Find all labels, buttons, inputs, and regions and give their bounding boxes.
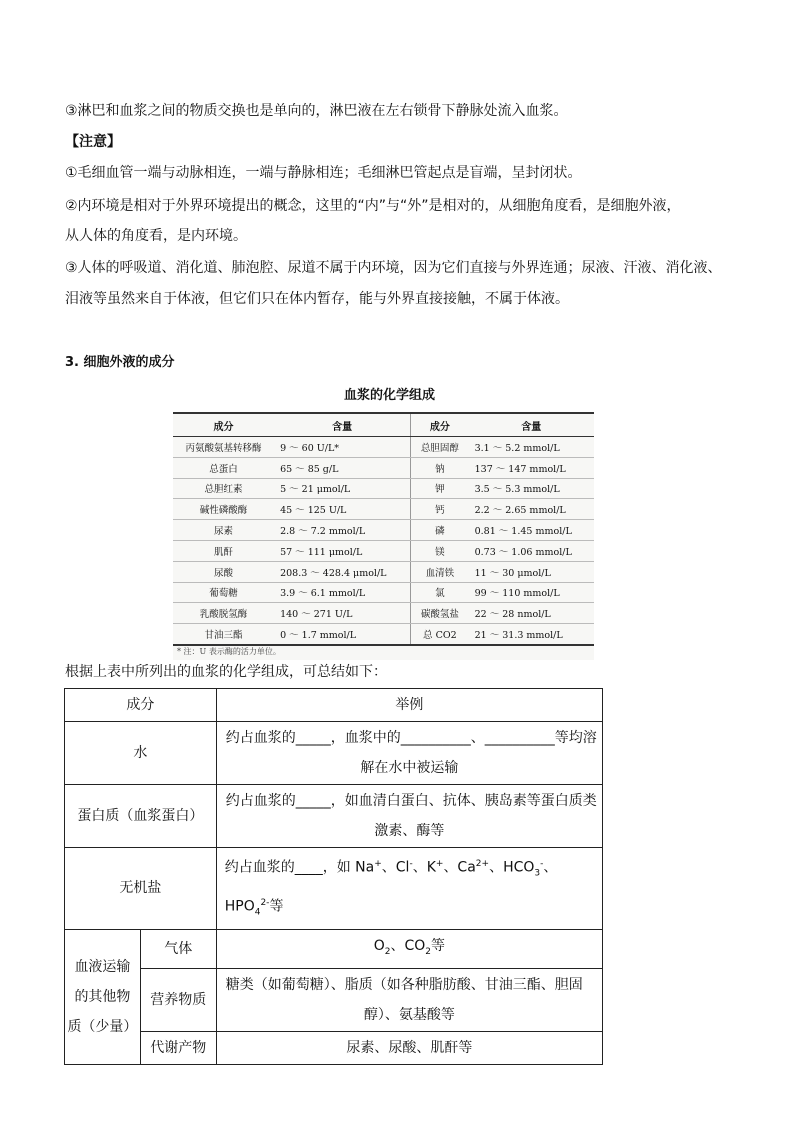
row-label: 无机盐	[65, 848, 217, 930]
table-cell: 钾	[411, 478, 469, 499]
table-cell: 钠	[411, 457, 469, 478]
label-line: 血液运输	[74, 958, 131, 975]
superscript: 2+	[475, 859, 490, 869]
subscript: 4	[254, 907, 261, 918]
table-cell: 总胆固醇	[411, 437, 469, 458]
notice-heading: 【注意】	[65, 134, 121, 150]
table-cell: 0 ～ 1.7 mmol/L	[274, 624, 411, 645]
cell-line: 醇）、氨基酸等	[363, 1006, 455, 1023]
table-cell	[216, 848, 602, 930]
table-cell: 总胆红素	[173, 478, 274, 499]
table-row	[173, 582, 594, 603]
table-title: 血浆的化学组成	[344, 388, 436, 403]
superscript: -	[540, 859, 544, 869]
summary-table	[64, 688, 603, 1065]
superscript: +	[435, 859, 444, 869]
column-header: 成分	[173, 413, 274, 437]
table-cell: 总 CO2	[411, 624, 469, 645]
row-label: 代谢产物	[140, 1031, 216, 1064]
cell-text: 、CO	[390, 937, 426, 954]
table-cell: 2.2 ～ 2.65 mmol/L	[469, 499, 594, 520]
row-label: 营养物质	[140, 968, 216, 1031]
table-cell: 9 ～ 60 U/L*	[274, 437, 411, 458]
table-row	[65, 785, 603, 848]
table-cell: 57 ～ 111 μmol/L	[274, 540, 411, 561]
table-cell: 总蛋白	[173, 457, 274, 478]
table-row	[173, 499, 594, 520]
table-cell: 21 ～ 31.3 mmol/L	[469, 624, 594, 645]
table-row	[65, 848, 603, 930]
table-cell: 3.5 ～ 5.3 mmol/L	[469, 478, 594, 499]
cell-line: 约占血浆的_____，血浆中的__________、__________等均溶	[225, 730, 597, 746]
superscript: -	[409, 859, 413, 869]
table-row	[65, 1031, 603, 1064]
section-heading: 3. 细胞外液的成分	[65, 355, 175, 370]
column-header: 举例	[216, 689, 602, 722]
table-row	[173, 540, 594, 561]
table-cell: 甘油三酯	[173, 624, 274, 645]
row-label	[65, 929, 141, 1064]
column-header: 含量	[274, 413, 411, 437]
table-cell: 磷	[411, 520, 469, 541]
table-row	[173, 457, 594, 478]
row-label: 蛋白质（血浆蛋白）	[65, 785, 217, 848]
cell-text: 约占血浆的____，如 Na	[224, 859, 375, 876]
table-row	[65, 968, 603, 1031]
table-cell: 5 ～ 21 μmol/L	[274, 478, 411, 499]
table-row	[173, 520, 594, 541]
table-cell: 肌酐	[173, 540, 274, 561]
table-row	[65, 722, 603, 785]
table-row	[173, 603, 594, 624]
table-row	[173, 478, 594, 499]
cell-text: 、K	[412, 859, 436, 876]
cell-line: 解在水中被运输	[360, 760, 459, 776]
row-label: 水	[65, 722, 217, 785]
table-row	[173, 437, 594, 458]
table-cell: 22 ～ 28 nmol/L	[469, 603, 594, 624]
table-cell: 丙氨酸氨基转移酶	[173, 437, 274, 458]
note-line: ③人体的呼吸道、消化道、肺泡腔、尿道不属于内环境，因为它们直接与外界连通；尿液、汗液、消化液、	[65, 260, 722, 276]
table-cell: 乳酸脱氢酶	[173, 603, 274, 624]
superscript: 2-	[260, 898, 270, 909]
cell-text: O	[373, 937, 385, 954]
subscript: 2	[384, 946, 391, 957]
text-line: ③淋巴和血浆之间的物质交换也是单向的，淋巴液在左右锁骨下静脉处流入血浆。	[65, 103, 568, 119]
superscript: +	[374, 859, 382, 869]
table-cell: 65 ～ 85 g/L	[274, 457, 411, 478]
table-row	[173, 561, 594, 582]
table-footnote: * 注：U 表示酶的活力单位。	[177, 646, 281, 656]
column-header: 成分	[65, 689, 217, 722]
table-cell: 碳酸氢盐	[411, 603, 469, 624]
table-cell: 208.3 ～ 428.4 μmol/L	[274, 561, 411, 582]
table-row	[65, 929, 603, 968]
table-cell: 尿素	[173, 520, 274, 541]
table-cell: 碱性磷酸酶	[173, 499, 274, 520]
cell-text: 、HPO	[224, 859, 558, 916]
note-line: 泪液等虽然来自于体液，但它们只在体内暂存，能与外界直接接触，不属于体液。	[65, 291, 569, 307]
table-cell	[216, 722, 602, 785]
cell-text: 等	[269, 899, 284, 916]
column-header: 含量	[469, 413, 594, 437]
cell-text: 等	[431, 937, 445, 954]
summary-intro: 根据上表中所列出的血浆的化学组成，可总结如下：	[65, 664, 387, 680]
table-cell: 2.8 ～ 7.2 mmol/L	[274, 520, 411, 541]
table-cell: 137 ～ 147 mmol/L	[469, 457, 594, 478]
subscript: 2	[425, 946, 431, 957]
cell-text: 、HCO	[489, 859, 535, 876]
table-cell: 0.73 ～ 1.06 mmol/L	[469, 540, 594, 561]
table-cell: 140 ～ 271 U/L	[274, 603, 411, 624]
table-cell	[216, 785, 602, 848]
table-cell: 尿素、尿酸、肌酐等	[216, 1031, 602, 1064]
subscript: 3	[534, 868, 541, 879]
plasma-composition-table	[173, 412, 594, 660]
table-cell	[216, 929, 602, 968]
note-line: ①毛细血管一端与动脉相连，一端与静脉相连；毛细淋巴管起点是盲端，呈封闭状。	[65, 165, 582, 181]
table-cell: 氯	[411, 582, 469, 603]
note-line: ②内环境是相对于外界环境提出的概念，这里的“内”与“外”是相对的，从细胞角度看，是细胞外液，	[65, 198, 681, 214]
label-line: 的其他物	[74, 988, 131, 1005]
table-cell: 尿酸	[173, 561, 274, 582]
label-line: 质（少量）	[67, 1018, 138, 1035]
table-cell: 镁	[411, 540, 469, 561]
cell-line: 激素、酶等	[374, 823, 445, 839]
table-cell: 葡萄糖	[173, 582, 274, 603]
table-row	[65, 689, 603, 722]
table-cell: 血清铁	[411, 561, 469, 582]
cell-text: 、Cl	[381, 859, 410, 876]
table-cell: 3.9 ～ 6.1 mmol/L	[274, 582, 411, 603]
table-cell: 钙	[411, 499, 469, 520]
table-cell: 3.1 ～ 5.2 mmol/L	[469, 437, 594, 458]
column-header: 成分	[411, 413, 469, 437]
table-cell: 99 ～ 110 mmol/L	[469, 582, 594, 603]
table-cell: 45 ～ 125 U/L	[274, 499, 411, 520]
cell-line: 糖类（如葡萄糖）、脂质（如各种脂肪酸、甘油三酯、胆固	[225, 976, 583, 993]
cell-text: 、Ca	[443, 859, 476, 876]
table-cell	[216, 968, 602, 1031]
cell-line: 约占血浆的_____，如血清白蛋白、抗体、胰岛素等蛋白质类	[225, 793, 597, 809]
note-line: 从人体的角度看，是内环境。	[65, 228, 247, 244]
table-cell: 11 ～ 30 μmol/L	[469, 561, 594, 582]
table-row	[173, 624, 594, 645]
table-cell: 0.81 ～ 1.45 mmol/L	[469, 520, 594, 541]
row-label: 气体	[140, 929, 216, 968]
